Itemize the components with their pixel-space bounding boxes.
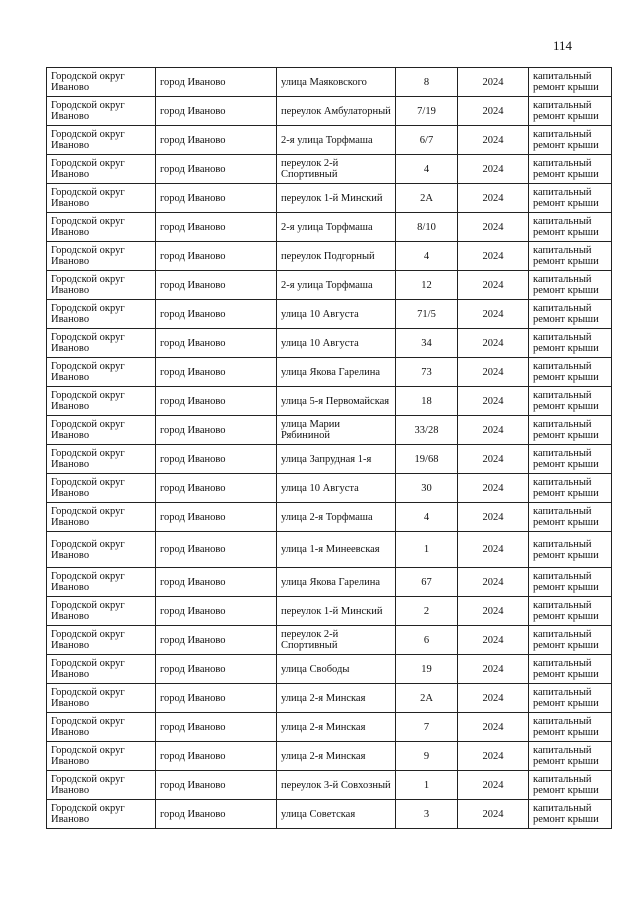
city-cell: город Иваново bbox=[156, 655, 277, 684]
house-number-cell: 9 bbox=[396, 742, 458, 771]
street-cell: улица 5-я Первомайская bbox=[277, 387, 396, 416]
work-type-cell: капитальный ремонт крыши bbox=[529, 684, 612, 713]
street-cell: улица Якова Гарелина bbox=[277, 568, 396, 597]
table-row bbox=[47, 445, 612, 474]
house-number-cell: 34 bbox=[396, 329, 458, 358]
area-cell: Городской округ Иваново bbox=[47, 742, 156, 771]
street-cell: улица 2-я Минская bbox=[277, 742, 396, 771]
city-cell: город Иваново bbox=[156, 68, 277, 97]
street-cell: улица Якова Гарелина bbox=[277, 358, 396, 387]
year-cell: 2024 bbox=[458, 532, 529, 568]
city-cell: город Иваново bbox=[156, 184, 277, 213]
house-number-cell: 3 bbox=[396, 800, 458, 829]
house-number-cell: 33/28 bbox=[396, 416, 458, 445]
work-type-cell: капитальный ремонт крыши bbox=[529, 416, 612, 445]
area-cell: Городской округ Иваново bbox=[47, 503, 156, 532]
city-cell: город Иваново bbox=[156, 771, 277, 800]
year-cell: 2024 bbox=[458, 213, 529, 242]
work-type-cell: капитальный ремонт крыши bbox=[529, 800, 612, 829]
year-cell: 2024 bbox=[458, 416, 529, 445]
year-cell: 2024 bbox=[458, 271, 529, 300]
city-cell: город Иваново bbox=[156, 713, 277, 742]
house-number-cell: 1 bbox=[396, 771, 458, 800]
work-type-cell: капитальный ремонт крыши bbox=[529, 329, 612, 358]
work-type-cell: капитальный ремонт крыши bbox=[529, 655, 612, 684]
year-cell: 2024 bbox=[458, 568, 529, 597]
house-number-cell: 2 bbox=[396, 597, 458, 626]
house-number-cell: 8 bbox=[396, 68, 458, 97]
city-cell: город Иваново bbox=[156, 474, 277, 503]
area-cell: Городской округ Иваново bbox=[47, 97, 156, 126]
work-type-cell: капитальный ремонт крыши bbox=[529, 155, 612, 184]
street-cell: улица 10 Августа bbox=[277, 300, 396, 329]
work-type-cell: капитальный ремонт крыши bbox=[529, 626, 612, 655]
house-number-cell: 7 bbox=[396, 713, 458, 742]
area-cell: Городской округ Иваново bbox=[47, 300, 156, 329]
house-number-cell: 2А bbox=[396, 184, 458, 213]
page-number: 114 bbox=[553, 38, 573, 53]
year-cell: 2024 bbox=[458, 242, 529, 271]
year-cell: 2024 bbox=[458, 68, 529, 97]
year-cell: 2024 bbox=[458, 300, 529, 329]
table-row bbox=[47, 532, 612, 568]
area-cell: Городской округ Иваново bbox=[47, 684, 156, 713]
work-type-cell: капитальный ремонт крыши bbox=[529, 213, 612, 242]
work-type-cell: капитальный ремонт крыши bbox=[529, 358, 612, 387]
area-cell: Городской округ Иваново bbox=[47, 68, 156, 97]
table-row bbox=[47, 271, 612, 300]
street-cell: улица 2-я Минская bbox=[277, 684, 396, 713]
city-cell: город Иваново bbox=[156, 242, 277, 271]
city-cell: город Иваново bbox=[156, 126, 277, 155]
year-cell: 2024 bbox=[458, 626, 529, 655]
house-number-cell: 1 bbox=[396, 532, 458, 568]
table-row bbox=[47, 771, 612, 800]
year-cell: 2024 bbox=[458, 713, 529, 742]
year-cell: 2024 bbox=[458, 184, 529, 213]
year-cell: 2024 bbox=[458, 503, 529, 532]
area-cell: Городской округ Иваново bbox=[47, 271, 156, 300]
table-row bbox=[47, 68, 612, 97]
table-row bbox=[47, 126, 612, 155]
work-type-cell: капитальный ремонт крыши bbox=[529, 568, 612, 597]
work-type-cell: капитальный ремонт крыши bbox=[529, 68, 612, 97]
city-cell: город Иваново bbox=[156, 416, 277, 445]
street-cell: переулок 1-й Минский bbox=[277, 184, 396, 213]
table-row bbox=[47, 568, 612, 597]
year-cell: 2024 bbox=[458, 800, 529, 829]
house-number-cell: 2А bbox=[396, 684, 458, 713]
year-cell: 2024 bbox=[458, 655, 529, 684]
table-row bbox=[47, 358, 612, 387]
table-row bbox=[47, 597, 612, 626]
street-cell: улица Советская bbox=[277, 800, 396, 829]
area-cell: Городской округ Иваново bbox=[47, 329, 156, 358]
city-cell: город Иваново bbox=[156, 387, 277, 416]
house-number-cell: 73 bbox=[396, 358, 458, 387]
street-cell: улица Марии Рябининой bbox=[277, 416, 396, 445]
table-body bbox=[47, 68, 612, 829]
year-cell: 2024 bbox=[458, 771, 529, 800]
table-row bbox=[47, 329, 612, 358]
street-cell: улица Маяковского bbox=[277, 68, 396, 97]
table-row bbox=[47, 800, 612, 829]
city-cell: город Иваново bbox=[156, 626, 277, 655]
table-row bbox=[47, 242, 612, 271]
street-cell: 2-я улица Торфмаша bbox=[277, 271, 396, 300]
table-row bbox=[47, 155, 612, 184]
work-type-cell: капитальный ремонт крыши bbox=[529, 445, 612, 474]
city-cell: город Иваново bbox=[156, 532, 277, 568]
work-type-cell: капитальный ремонт крыши bbox=[529, 474, 612, 503]
street-cell: улица 10 Августа bbox=[277, 329, 396, 358]
area-cell: Городской округ Иваново bbox=[47, 387, 156, 416]
house-number-cell: 7/19 bbox=[396, 97, 458, 126]
work-type-cell: капитальный ремонт крыши bbox=[529, 771, 612, 800]
table-row bbox=[47, 213, 612, 242]
year-cell: 2024 bbox=[458, 97, 529, 126]
table-row bbox=[47, 184, 612, 213]
work-type-cell: капитальный ремонт крыши bbox=[529, 503, 612, 532]
city-cell: город Иваново bbox=[156, 213, 277, 242]
year-cell: 2024 bbox=[458, 329, 529, 358]
area-cell: Городской округ Иваново bbox=[47, 626, 156, 655]
table-row bbox=[47, 713, 612, 742]
area-cell: Городской округ Иваново bbox=[47, 126, 156, 155]
street-cell: улица 2-я Минская bbox=[277, 713, 396, 742]
area-cell: Городской округ Иваново bbox=[47, 568, 156, 597]
area-cell: Городской округ Иваново bbox=[47, 474, 156, 503]
work-type-cell: капитальный ремонт крыши bbox=[529, 242, 612, 271]
table-row bbox=[47, 742, 612, 771]
year-cell: 2024 bbox=[458, 597, 529, 626]
work-type-cell: капитальный ремонт крыши bbox=[529, 742, 612, 771]
house-number-cell: 19/68 bbox=[396, 445, 458, 474]
year-cell: 2024 bbox=[458, 387, 529, 416]
work-type-cell: капитальный ремонт крыши bbox=[529, 126, 612, 155]
street-cell: переулок Подгорный bbox=[277, 242, 396, 271]
city-cell: город Иваново bbox=[156, 300, 277, 329]
work-type-cell: капитальный ремонт крыши bbox=[529, 387, 612, 416]
work-type-cell: капитальный ремонт крыши bbox=[529, 184, 612, 213]
year-cell: 2024 bbox=[458, 126, 529, 155]
house-number-cell: 6 bbox=[396, 626, 458, 655]
work-type-cell: капитальный ремонт крыши bbox=[529, 97, 612, 126]
city-cell: город Иваново bbox=[156, 684, 277, 713]
table-row bbox=[47, 416, 612, 445]
city-cell: город Иваново bbox=[156, 329, 277, 358]
house-number-cell: 4 bbox=[396, 155, 458, 184]
house-number-cell: 19 bbox=[396, 655, 458, 684]
city-cell: город Иваново bbox=[156, 568, 277, 597]
city-cell: город Иваново bbox=[156, 742, 277, 771]
street-cell: улица 2-я Торфмаша bbox=[277, 503, 396, 532]
area-cell: Городской округ Иваново bbox=[47, 655, 156, 684]
year-cell: 2024 bbox=[458, 684, 529, 713]
city-cell: город Иваново bbox=[156, 800, 277, 829]
street-cell: 2-я улица Торфмаша bbox=[277, 213, 396, 242]
table-row bbox=[47, 300, 612, 329]
city-cell: город Иваново bbox=[156, 97, 277, 126]
area-cell: Городской округ Иваново bbox=[47, 713, 156, 742]
house-number-cell: 30 bbox=[396, 474, 458, 503]
table-row bbox=[47, 684, 612, 713]
house-number-cell: 4 bbox=[396, 242, 458, 271]
area-cell: Городской округ Иваново bbox=[47, 416, 156, 445]
house-number-cell: 8/10 bbox=[396, 213, 458, 242]
area-cell: Городской округ Иваново bbox=[47, 242, 156, 271]
house-number-cell: 12 bbox=[396, 271, 458, 300]
table-row bbox=[47, 97, 612, 126]
house-number-cell: 18 bbox=[396, 387, 458, 416]
roof-repair-table bbox=[46, 67, 612, 829]
year-cell: 2024 bbox=[458, 155, 529, 184]
area-cell: Городской округ Иваново bbox=[47, 532, 156, 568]
street-cell: улица 1-я Минеевская bbox=[277, 532, 396, 568]
table-row bbox=[47, 387, 612, 416]
street-cell: переулок 3-й Совхозный bbox=[277, 771, 396, 800]
street-cell: переулок 1-й Минский bbox=[277, 597, 396, 626]
year-cell: 2024 bbox=[458, 742, 529, 771]
house-number-cell: 6/7 bbox=[396, 126, 458, 155]
street-cell: улица Запрудная 1-я bbox=[277, 445, 396, 474]
work-type-cell: капитальный ремонт крыши bbox=[529, 300, 612, 329]
area-cell: Городской округ Иваново bbox=[47, 155, 156, 184]
street-cell: улица Свободы bbox=[277, 655, 396, 684]
table-row bbox=[47, 503, 612, 532]
work-type-cell: капитальный ремонт крыши bbox=[529, 597, 612, 626]
street-cell: переулок 2-й Спортивный bbox=[277, 155, 396, 184]
city-cell: город Иваново bbox=[156, 271, 277, 300]
area-cell: Городской округ Иваново bbox=[47, 597, 156, 626]
work-type-cell: капитальный ремонт крыши bbox=[529, 713, 612, 742]
year-cell: 2024 bbox=[458, 445, 529, 474]
street-cell: переулок Амбулаторный bbox=[277, 97, 396, 126]
city-cell: город Иваново bbox=[156, 155, 277, 184]
city-cell: город Иваново bbox=[156, 503, 277, 532]
area-cell: Городской округ Иваново bbox=[47, 771, 156, 800]
work-type-cell: капитальный ремонт крыши bbox=[529, 271, 612, 300]
house-number-cell: 67 bbox=[396, 568, 458, 597]
table-row bbox=[47, 626, 612, 655]
street-cell: 2-я улица Торфмаша bbox=[277, 126, 396, 155]
year-cell: 2024 bbox=[458, 358, 529, 387]
house-number-cell: 71/5 bbox=[396, 300, 458, 329]
area-cell: Городской округ Иваново bbox=[47, 358, 156, 387]
year-cell: 2024 bbox=[458, 474, 529, 503]
city-cell: город Иваново bbox=[156, 358, 277, 387]
work-type-cell: капитальный ремонт крыши bbox=[529, 532, 612, 568]
house-number-cell: 4 bbox=[396, 503, 458, 532]
table-row bbox=[47, 655, 612, 684]
street-cell: переулок 2-й Спортивный bbox=[277, 626, 396, 655]
street-cell: улица 10 Августа bbox=[277, 474, 396, 503]
area-cell: Городской округ Иваново bbox=[47, 445, 156, 474]
area-cell: Городской округ Иваново bbox=[47, 184, 156, 213]
area-cell: Городской округ Иваново bbox=[47, 213, 156, 242]
city-cell: город Иваново bbox=[156, 445, 277, 474]
table-row bbox=[47, 474, 612, 503]
area-cell: Городской округ Иваново bbox=[47, 800, 156, 829]
city-cell: город Иваново bbox=[156, 597, 277, 626]
